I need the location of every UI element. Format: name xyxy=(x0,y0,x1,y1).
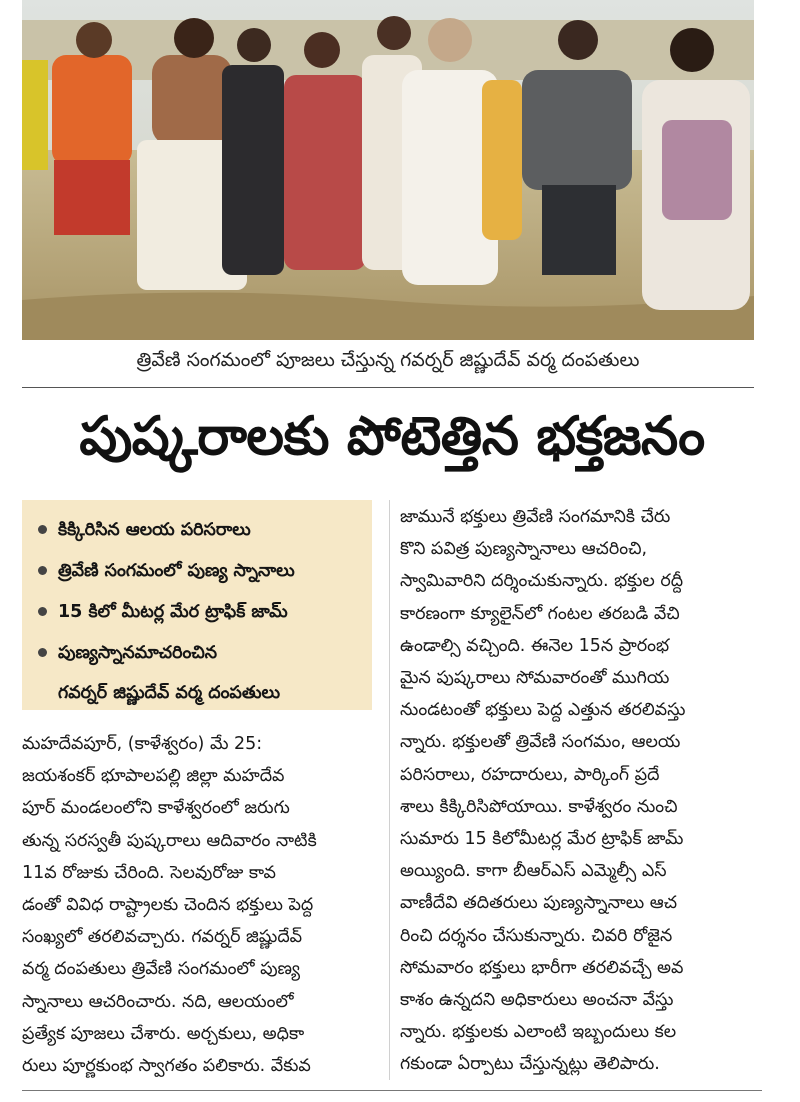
text-line: సోమవారం భక్తులు భారీగా తరలివచ్చే అవ xyxy=(400,957,684,978)
text-line: మైన పుష్కరాలు సోమవారంతో ముగియ xyxy=(400,668,670,689)
text-line: వర్మ దంపతులు త్రివేణి సంగమంలో పుణ్య xyxy=(22,959,301,980)
highlight-text: 15 కిలో మీటర్ల మేర ట్రాఫిక్ జామ్ xyxy=(58,602,288,622)
news-photo xyxy=(22,0,754,340)
highlight-text: త్రివేణి సంగమంలో పుణ్య స్నానాలు xyxy=(58,561,295,581)
article-column-right xyxy=(400,501,762,1081)
text-line: కొని పవిత్ర పుణ్యస్నానాలు ఆచరించి, xyxy=(400,539,648,560)
highlight-item xyxy=(36,633,362,713)
highlight-text: పుణ్యస్నానమాచరించిన xyxy=(58,643,218,663)
bullet-icon xyxy=(38,607,47,616)
bottom-rule xyxy=(22,1090,762,1091)
text-line: జయశంకర్ భూపాలపల్లి జిల్లా మహదేవ xyxy=(22,766,285,787)
text-line: పూర్ మండలంలోని కాళేశ్వరంలో జరుగు xyxy=(22,798,290,819)
highlight-item xyxy=(36,551,362,592)
highlight-text: కిక్కిరిసిన ఆలయ పరిసరాలు xyxy=(58,520,251,540)
text-line: కాశం ఉన్నదని అధికారులు అంచనా వేస్తు xyxy=(400,990,674,1011)
text-line: 11వ రోజుకు చేరింది. సెలవురోజు కావ xyxy=(22,862,276,883)
text-line: డంతో వివిధ రాష్ట్రాలకు చెందిన భక్తులు పెద్ద xyxy=(22,895,314,916)
headline: పుష్కరాలకు పోటెత్తిన భక్తజనం xyxy=(79,406,705,467)
photo-caption: త్రివేణి సంగమంలో పూజలు చేస్తున్న గవర్నర్ జిష్ణుదేవ్ వర్మ దంపతులు xyxy=(136,348,640,371)
text-line: వాణీదేవి తదితరులు పుణ్యస్నానాలు ఆచ xyxy=(400,893,678,914)
highlights-box xyxy=(22,500,372,710)
text-line: స్వామివారిని దర్శించుకున్నారు. భక్తుల రద్దీ xyxy=(400,571,684,592)
text-line: నుండటంతో భక్తులు పెద్ద ఎత్తున తరలివస్తు xyxy=(400,700,686,721)
text-line: ఉండాల్సి వచ్చింది. ఈనెల 15న ప్రారంభ xyxy=(400,635,670,656)
bullet-icon xyxy=(38,648,47,657)
text-line: న్నారు. భక్తులకు ఎలాంటి ఇబ్బందులు కల xyxy=(400,1022,677,1043)
text-line: తున్న సరస్వతీ పుష్కరాలు ఆదివారం నాటికి xyxy=(22,830,317,851)
text-line: కారణంగా క్యూలైన్‌లో గంటల తరబడి వేచి xyxy=(400,603,680,624)
text-line: రించి దర్శనం చేసుకున్నారు. చివరి రోజైన xyxy=(400,925,673,946)
bullet-icon xyxy=(38,566,47,575)
article-column-left xyxy=(22,728,382,1082)
caption-divider xyxy=(22,387,754,388)
highlight-item xyxy=(36,592,362,633)
text-line: న్నారు. భక్తులతో త్రివేణి సంగమం, ఆలయ xyxy=(400,732,681,753)
text-line: గకుండా ఏర్పాటు చేస్తున్నట్లు తెలిపారు. xyxy=(400,1054,660,1075)
text-line: పరిసరాలు, రహదారులు, పార్కింగ్ ప్రదే xyxy=(400,764,660,785)
text-line: అయ్యింది. కాగా బీఆర్ఎస్ ఎమ్మెల్సీ ఎస్ xyxy=(400,861,667,882)
text-line: ప్రత్యేక పూజలు చేశారు. అర్చకులు, అధికా xyxy=(22,1023,305,1044)
text-line: సంఖ్యలో తరలివచ్చారు. గవర్నర్ జిష్ణుదేవ్ xyxy=(22,927,303,948)
text-line: జామునే భక్తులు త్రివేణి సంగమానికి చేరు xyxy=(400,507,671,527)
text-line: సుమారు 15 కిలోమీటర్ల మేర ట్రాఫిక్ జామ్ xyxy=(400,829,684,850)
column-divider xyxy=(389,500,390,1080)
bullet-icon xyxy=(38,525,47,534)
text-line: మహదేవపూర్, (కాళేశ్వరం) మే 25: xyxy=(22,734,263,754)
highlight-text-continued: గవర్నర్ జిష్ణుదేవ్ వర్మ దంపతులు xyxy=(58,683,281,703)
text-line: స్నానాలు ఆచరించారు. నది, ఆలయంలో xyxy=(22,991,294,1012)
text-line: రులు పూర్ణకుంభ స్వాగతం పలికారు. వేకువ xyxy=(22,1056,311,1077)
text-line: శాలు కిక్కిరిసిపోయాయి. కాళేశ్వరం నుంచి xyxy=(400,796,678,817)
highlight-item xyxy=(36,510,362,551)
